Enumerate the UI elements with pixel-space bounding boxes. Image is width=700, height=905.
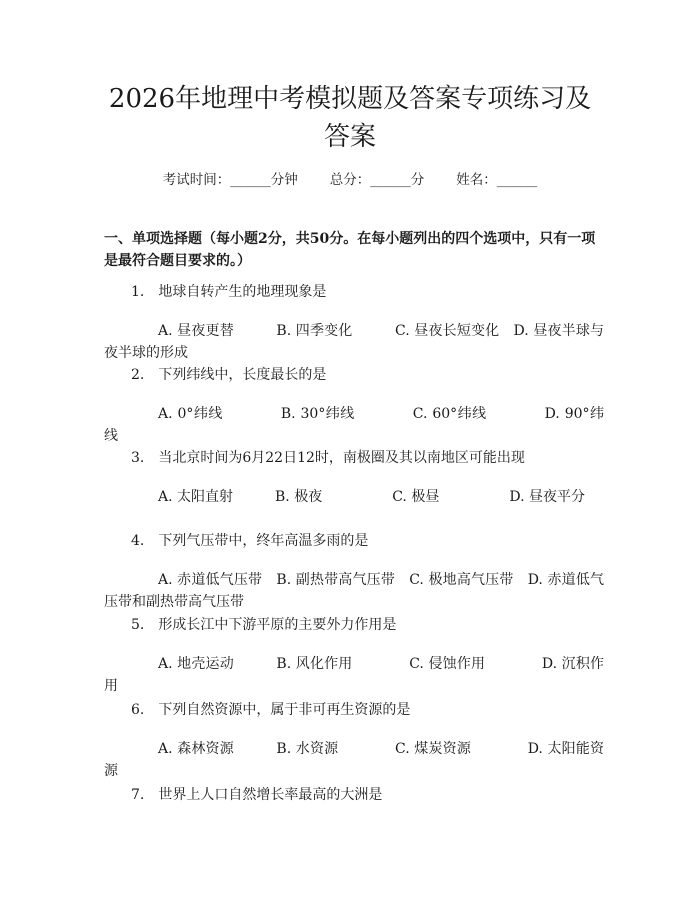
option-b[interactable]: B. 30°纬线	[280, 406, 355, 422]
option-a[interactable]: A. 0°纬线	[158, 406, 223, 422]
section-heading: 一、单项选择题（每小题2分，共50分。在每小题列出的四个选项中，只有一项是最符合题目要求的。）	[104, 231, 596, 269]
question-options	[104, 653, 604, 697]
option-c[interactable]: C. 昼夜长短变化	[395, 323, 500, 339]
question-stem: 3. 当北京时间为6月22日12时，南极圈及其以南地区可能出现	[131, 450, 525, 466]
question-stem: 1. 地球自转产生的地理现象是	[131, 284, 327, 300]
option-c[interactable]: C. 煤炭资源	[395, 741, 471, 757]
question-6	[104, 699, 604, 782]
question-stem: 5. 形成长江中下游平原的主要外力作用是	[131, 617, 397, 633]
option-c[interactable]: C. 极地高气压带	[409, 572, 514, 588]
option-a[interactable]: A. 太阳直射	[158, 489, 234, 505]
question-options	[104, 486, 604, 508]
option-a[interactable]: A. 地壳运动	[158, 656, 234, 672]
option-c[interactable]: C. 极昼	[392, 489, 440, 505]
exam-time: 考试时间：______分钟	[162, 172, 298, 188]
option-b[interactable]: B. 副热带高气压带	[276, 572, 395, 588]
option-d[interactable]: D. 太阳能资源	[104, 741, 605, 779]
question-4	[104, 530, 604, 613]
option-d[interactable]: D. 昼夜平分	[509, 489, 585, 505]
option-b[interactable]: B. 水资源	[276, 741, 339, 757]
option-d[interactable]: D. 沉积作用	[104, 656, 605, 694]
option-b[interactable]: B. 四季变化	[276, 323, 353, 339]
question-2	[104, 364, 604, 447]
question-options	[104, 403, 604, 447]
question-stem: 2. 下列纬线中，长度最长的是	[131, 367, 327, 383]
option-a[interactable]: A. 昼夜更替	[158, 323, 234, 339]
document-title: 2026年地理中考模拟题及答案专项练习及答案	[108, 84, 592, 152]
question-3	[104, 447, 604, 508]
option-d[interactable]: D. 90°纬线	[104, 406, 604, 444]
student-name: 姓名：______	[456, 172, 538, 188]
question-options	[104, 320, 604, 364]
option-d[interactable]: D. 昼夜半球与夜半球的形成	[104, 323, 605, 361]
option-a[interactable]: A. 赤道低气压带	[158, 572, 263, 588]
option-d[interactable]: D. 赤道低气压带和副热带高气压带	[104, 572, 605, 610]
question-stem: 6. 下列自然资源中，属于非可再生资源的是	[131, 702, 411, 718]
option-b[interactable]: B. 极夜	[275, 489, 323, 505]
option-b[interactable]: B. 风化作用	[276, 656, 353, 672]
question-options	[104, 569, 604, 613]
question-7	[104, 784, 604, 806]
option-c[interactable]: C. 60°纬线	[412, 406, 487, 422]
exam-meta	[0, 168, 700, 188]
question-5	[104, 614, 604, 697]
question-stem: 7. 世界上人口自然增长率最高的大洲是	[131, 787, 383, 803]
option-c[interactable]: C. 侵蚀作用	[409, 656, 486, 672]
question-stem: 4. 下列气压带中，终年高温多雨的是	[131, 533, 369, 549]
option-a[interactable]: A. 森林资源	[158, 741, 234, 757]
exam-total-score: 总分：______分	[329, 172, 425, 188]
question-1	[104, 281, 604, 364]
question-options	[104, 738, 604, 782]
